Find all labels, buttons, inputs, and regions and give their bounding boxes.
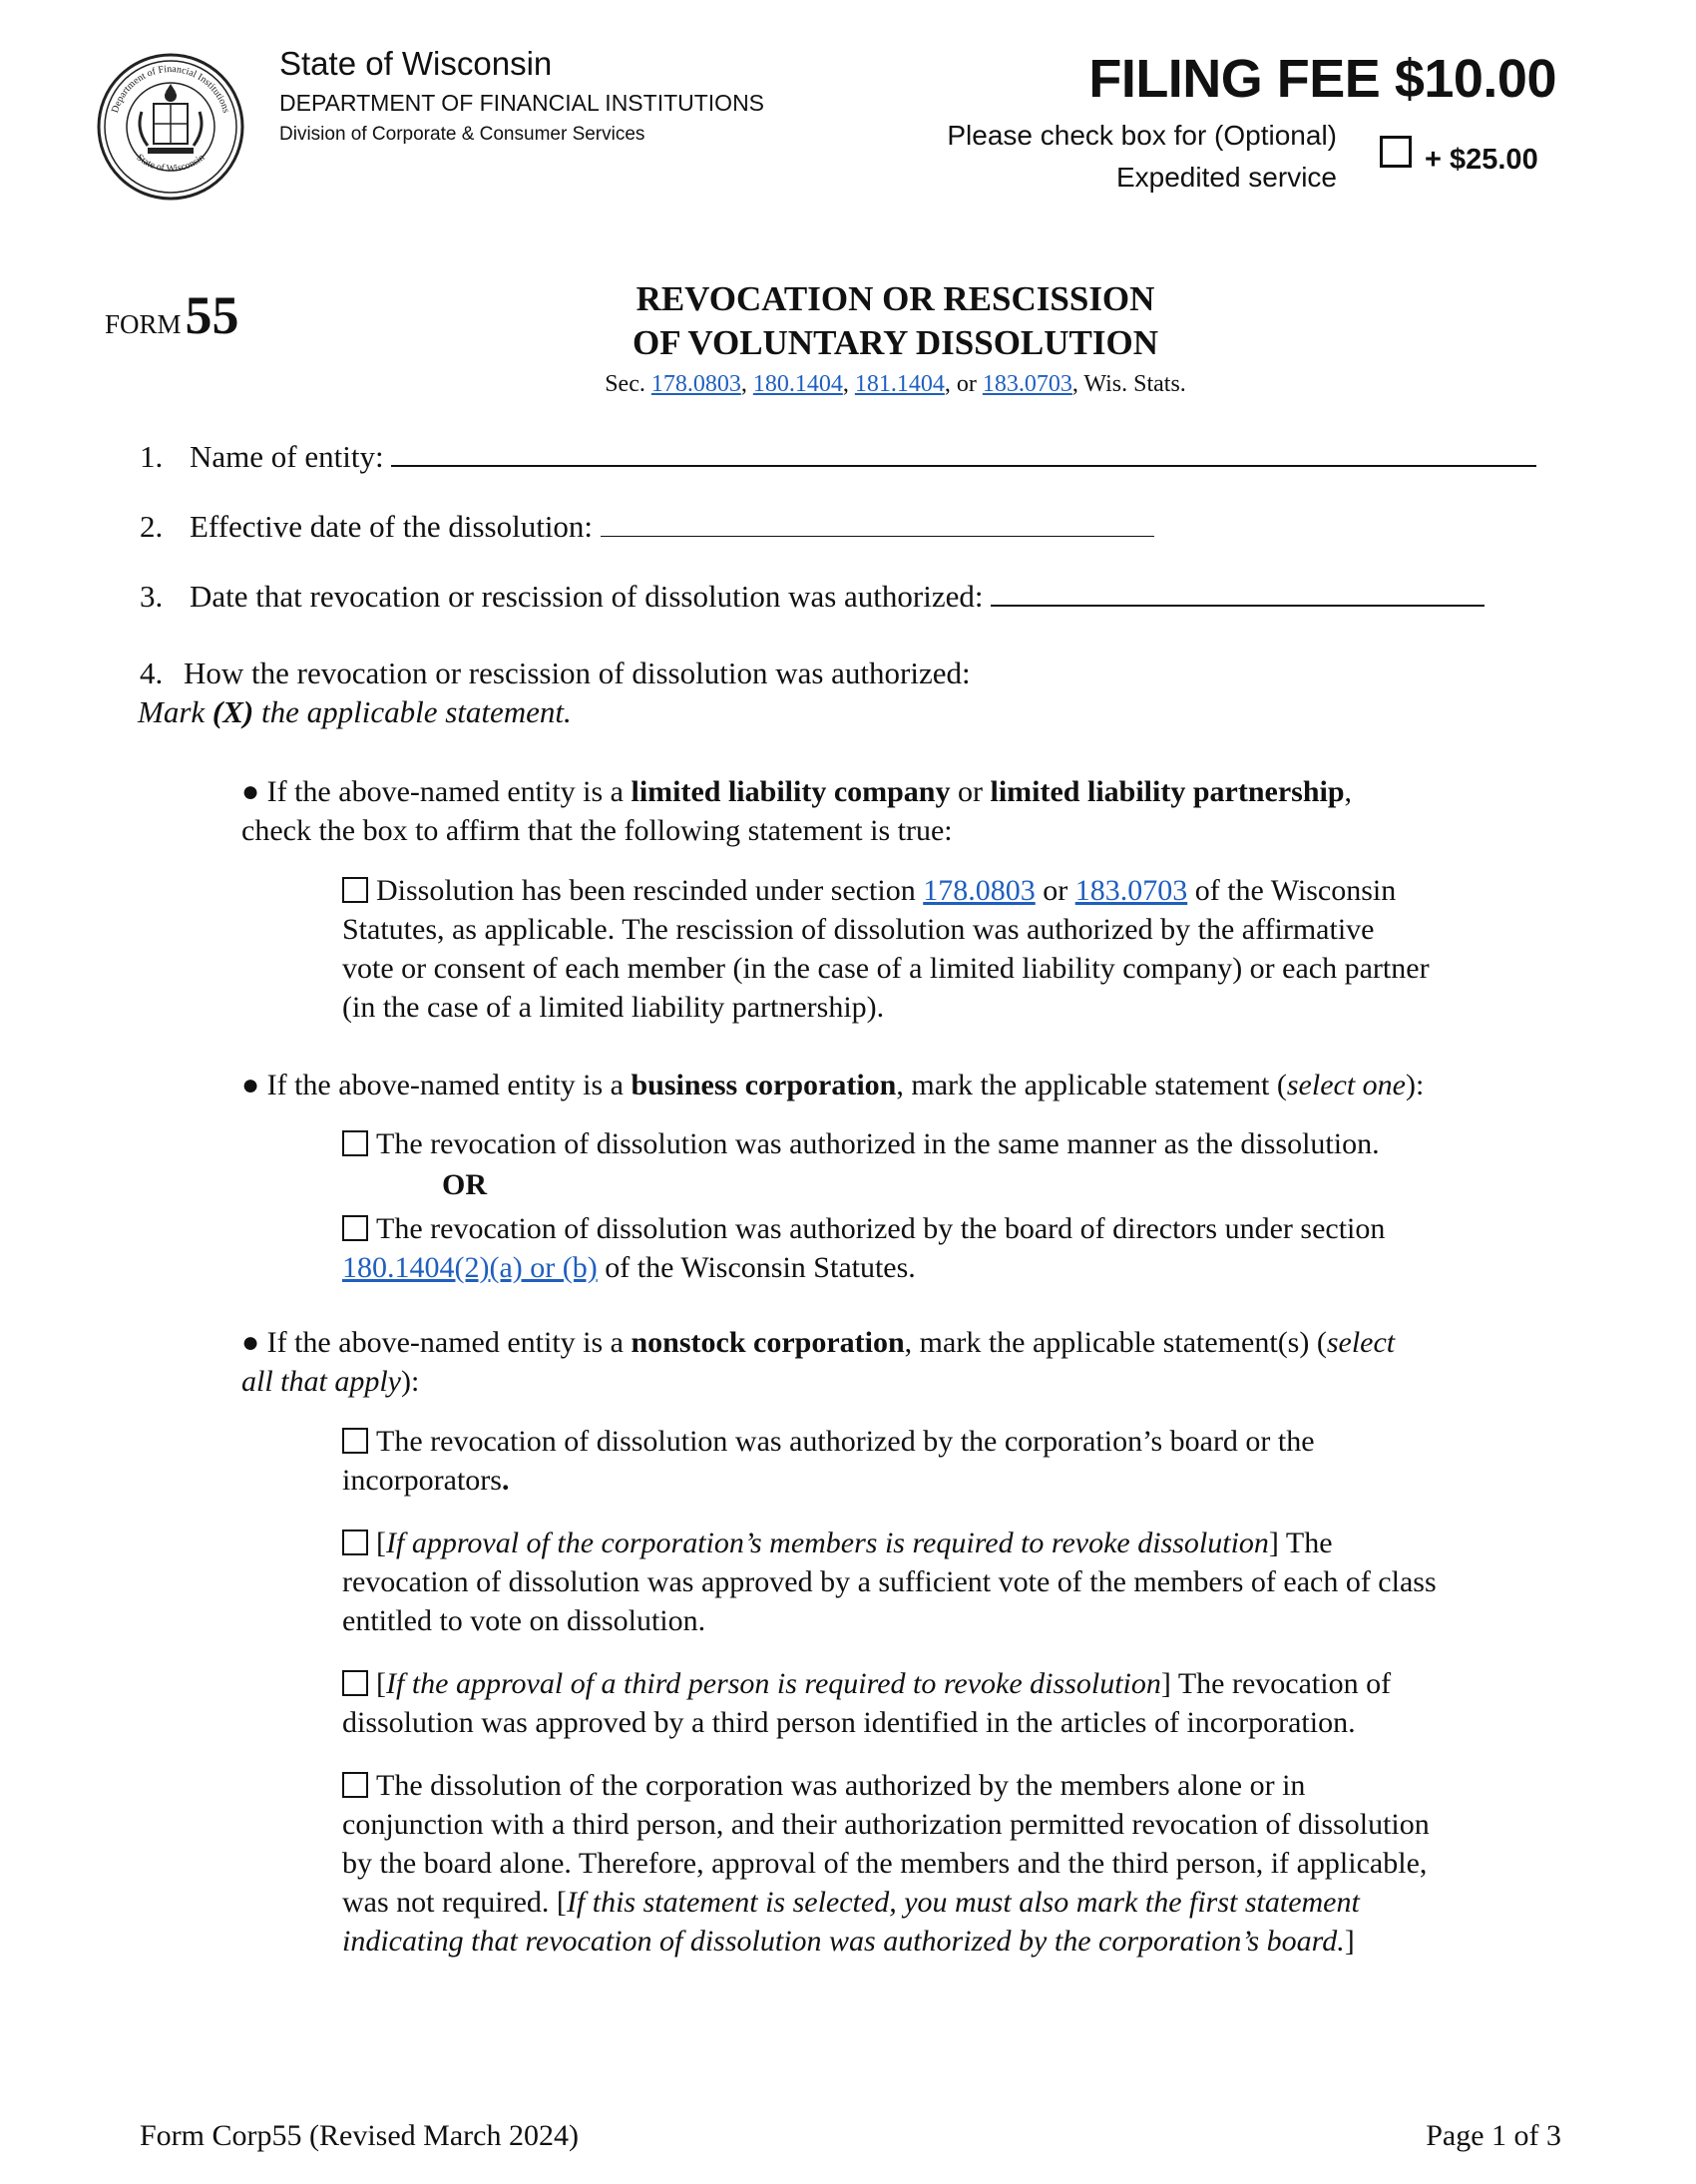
nonstock-s1-period: .: [501, 1464, 510, 1497]
llc-stmt-a: Dissolution has been rescinded under section: [376, 874, 924, 907]
statute-sep-1: ,: [740, 371, 747, 397]
nonstock-s2-open: [: [376, 1527, 386, 1559]
statute-prefix: Sec.: [605, 371, 645, 397]
item-4-mark-x: (X): [212, 694, 254, 729]
seal-bottom-text: State of Wisconsin: [134, 152, 208, 175]
statute-link-183-0703-llc[interactable]: 183.0703: [1074, 874, 1188, 907]
nonstock-statement-1: [342, 1422, 1579, 1500]
business-intro-bold: business corporation: [631, 1069, 897, 1101]
item-4-instruction: [138, 692, 572, 731]
item-1: [140, 437, 1556, 476]
header-department: DEPARTMENT OF FINANCIAL INSTITUTIONS: [279, 90, 765, 116]
statute-link-180-1404[interactable]: 180.1404: [752, 371, 843, 397]
nonstock-s1-line-1: The revocation of dissolution was authorized by the corporation’s board or the: [376, 1425, 1315, 1458]
nonstock-members-checkbox[interactable]: [342, 1529, 368, 1555]
svg-text:State of Wisconsin: [135, 153, 208, 175]
llc-stmt-or: or: [1035, 874, 1075, 907]
business-intro-italic: select one: [1286, 1069, 1406, 1101]
nonstock-board-checkbox[interactable]: [342, 1428, 368, 1454]
item-1-number: 1.: [140, 439, 164, 474]
nonstock-s4-line-4a: was not required. [: [342, 1886, 567, 1919]
business-intro-d: ):: [1405, 1069, 1425, 1101]
form-title-1: REVOCATION OR RESCISSION: [636, 279, 1155, 318]
nonstock-intro-bold: nonstock corporation: [631, 1326, 905, 1359]
nonstock-statement-2: [342, 1524, 1589, 1640]
authorization-date-field[interactable]: [991, 605, 1484, 607]
statute-link-180-1404-2[interactable]: 180.1404(2)(a) or (b): [342, 1251, 598, 1284]
statute-references: [0, 371, 1696, 398]
business-statement-1: [342, 1124, 1579, 1163]
llc-stmt-line-2: Statutes, as applicable. The rescission of dissolution was authorized by the affirmative: [342, 913, 1375, 946]
nonstock-s2-line-3: entitled to vote on dissolution.: [342, 1604, 706, 1637]
business-same-manner-checkbox[interactable]: [342, 1130, 368, 1156]
entity-name-field[interactable]: [391, 465, 1536, 467]
form-label: FORM: [105, 309, 182, 339]
nonstock-s3-italic: If the approval of a third person is required to revoke dissolution: [386, 1667, 1161, 1700]
nonstock-intro-d: ):: [401, 1365, 420, 1398]
footer-page-number: Page 1 of 3: [1426, 2119, 1561, 2152]
item-3: [140, 577, 1484, 616]
llc-rescission-checkbox[interactable]: [342, 877, 368, 903]
seal-icon: [96, 52, 245, 202]
business-intro: [241, 1066, 1578, 1104]
nonstock-third-person-checkbox[interactable]: [342, 1670, 368, 1696]
business-intro-a: ● If the above-named entity is a: [241, 1069, 632, 1101]
llc-intro: [241, 772, 1568, 850]
statute-link-181-1404[interactable]: 181.1404: [854, 371, 945, 397]
nonstock-intro-italic-2: all that apply: [241, 1365, 401, 1398]
filing-fee: FILING FEE $10.00: [1088, 49, 1556, 109]
business-statement-2: [342, 1209, 1579, 1287]
nonstock-statement-3: [342, 1664, 1589, 1742]
llc-intro-or: or: [950, 775, 991, 808]
nonstock-s2-italic: If approval of the corporation’s members is required to revoke dissolution: [386, 1527, 1269, 1559]
nonstock-s1-line-2: incorporators: [342, 1464, 502, 1497]
item-3-number: 3.: [140, 579, 164, 614]
item-1-label: Name of entity:: [190, 439, 384, 474]
nonstock-intro-a: ● If the above-named entity is a: [241, 1326, 632, 1359]
nonstock-s4-line-5-close: ]: [1344, 1925, 1355, 1958]
nonstock-s4-line-1: The dissolution of the corporation was authorized by the members alone or in: [376, 1769, 1306, 1802]
item-4-label: How the revocation or rescission of dissolution was authorized:: [184, 655, 971, 690]
nonstock-intro-italic-1: select: [1326, 1326, 1396, 1359]
statute-link-178-0803-llc[interactable]: 178.0803: [923, 874, 1036, 907]
item-4-mark-b: the applicable statement.: [260, 694, 572, 729]
item-3-label: Date that revocation or rescission of dissolution was authorized:: [190, 579, 984, 614]
item-2-number: 2.: [140, 509, 164, 544]
state-seal: [96, 52, 245, 202]
seal-top-text: Department of Financial Institutions: [109, 63, 232, 115]
expedite-label-1: Please check box for (Optional): [947, 120, 1337, 151]
llc-stmt-line-4: (in the case of a limited liability partnership).: [342, 991, 885, 1024]
nonstock-s3-line-2: dissolution was approved by a third person identified in the articles of incorporation.: [342, 1706, 1356, 1739]
business-stmt-1-text: The revocation of dissolution was authorized in the same manner as the dissolution.: [376, 1127, 1380, 1160]
llc-stmt-line-3: vote or consent of each member (in the case of a limited liability company) or each partner: [342, 952, 1430, 985]
nonstock-s4-line-2: conjunction with a third person, and their authorization permitted revocation of dissolution: [342, 1808, 1430, 1841]
nonstock-s2-close: ] The: [1268, 1527, 1333, 1559]
statute-link-183-0703[interactable]: 183.0703: [982, 371, 1072, 397]
footer-form-id: Form Corp55 (Revised March 2024): [140, 2119, 579, 2152]
business-board-checkbox[interactable]: [342, 1215, 368, 1241]
business-or-label: OR: [442, 1168, 487, 1201]
item-2-label: Effective date of the dissolution:: [190, 509, 594, 544]
header-state: State of Wisconsin: [279, 45, 553, 82]
nonstock-s3-close: ] The revocation of: [1160, 1667, 1392, 1700]
nonstock-s3-open: [: [376, 1667, 386, 1700]
nonstock-s4-line-5i: indicating that revocation of dissolution was authorized by the corporation’s board.: [342, 1925, 1345, 1958]
llc-intro-a: ● If the above-named entity is a: [241, 775, 632, 808]
business-stmt-2-line-1: The revocation of dissolution was authorized by the board of directors under section: [376, 1212, 1386, 1245]
nonstock-intro: [241, 1323, 1578, 1401]
statute-sep-3: , or: [944, 371, 977, 397]
business-intro-c: , mark the applicable statement (: [896, 1069, 1287, 1101]
llc-intro-llp: limited liability partnership: [990, 775, 1345, 808]
expedite-label-2: Expedited service: [1115, 162, 1337, 193]
item-4: [140, 654, 971, 692]
business-stmt-2-tail: of the Wisconsin Statutes.: [597, 1251, 916, 1284]
llc-intro-line-2: check the box to affirm that the following statement is true:: [241, 814, 953, 847]
header-division: Division of Corporate & Consumer Services: [279, 124, 645, 145]
expedite-checkbox[interactable]: [1380, 136, 1412, 168]
expedite-fee: + $25.00: [1425, 144, 1538, 176]
llc-intro-llc: limited liability company: [631, 775, 951, 808]
nonstock-s4-line-4i: If this statement is selected, you must also mark the first statement: [566, 1886, 1360, 1919]
nonstock-s4-line-3: by the board alone. Therefore, approval of the members and the third person, if applicable,: [342, 1847, 1428, 1880]
nonstock-s2-line-2: revocation of dissolution was approved by a sufficient vote of the members of each of class: [342, 1565, 1437, 1598]
llc-stmt-b: of the Wisconsin: [1187, 874, 1397, 907]
statute-suffix: , Wis. Stats.: [1071, 371, 1186, 397]
item-4-number: 4.: [140, 655, 164, 690]
llc-statement: [342, 871, 1579, 1027]
item-2: [140, 507, 1154, 546]
form-title-2: OF VOLUNTARY DISSOLUTION: [632, 323, 1159, 362]
nonstock-intro-c: , mark the applicable statement(s) (: [904, 1326, 1327, 1359]
effective-date-field[interactable]: [601, 536, 1154, 537]
form-number: 55: [185, 285, 239, 345]
statute-link-178-0803[interactable]: 178.0803: [650, 371, 741, 397]
nonstock-board-alone-checkbox[interactable]: [342, 1772, 368, 1798]
llc-intro-c: ,: [1344, 775, 1353, 808]
item-4-mark-a: Mark: [138, 694, 206, 729]
nonstock-statement-4: [342, 1766, 1589, 1961]
statute-sep-2: ,: [842, 371, 849, 397]
